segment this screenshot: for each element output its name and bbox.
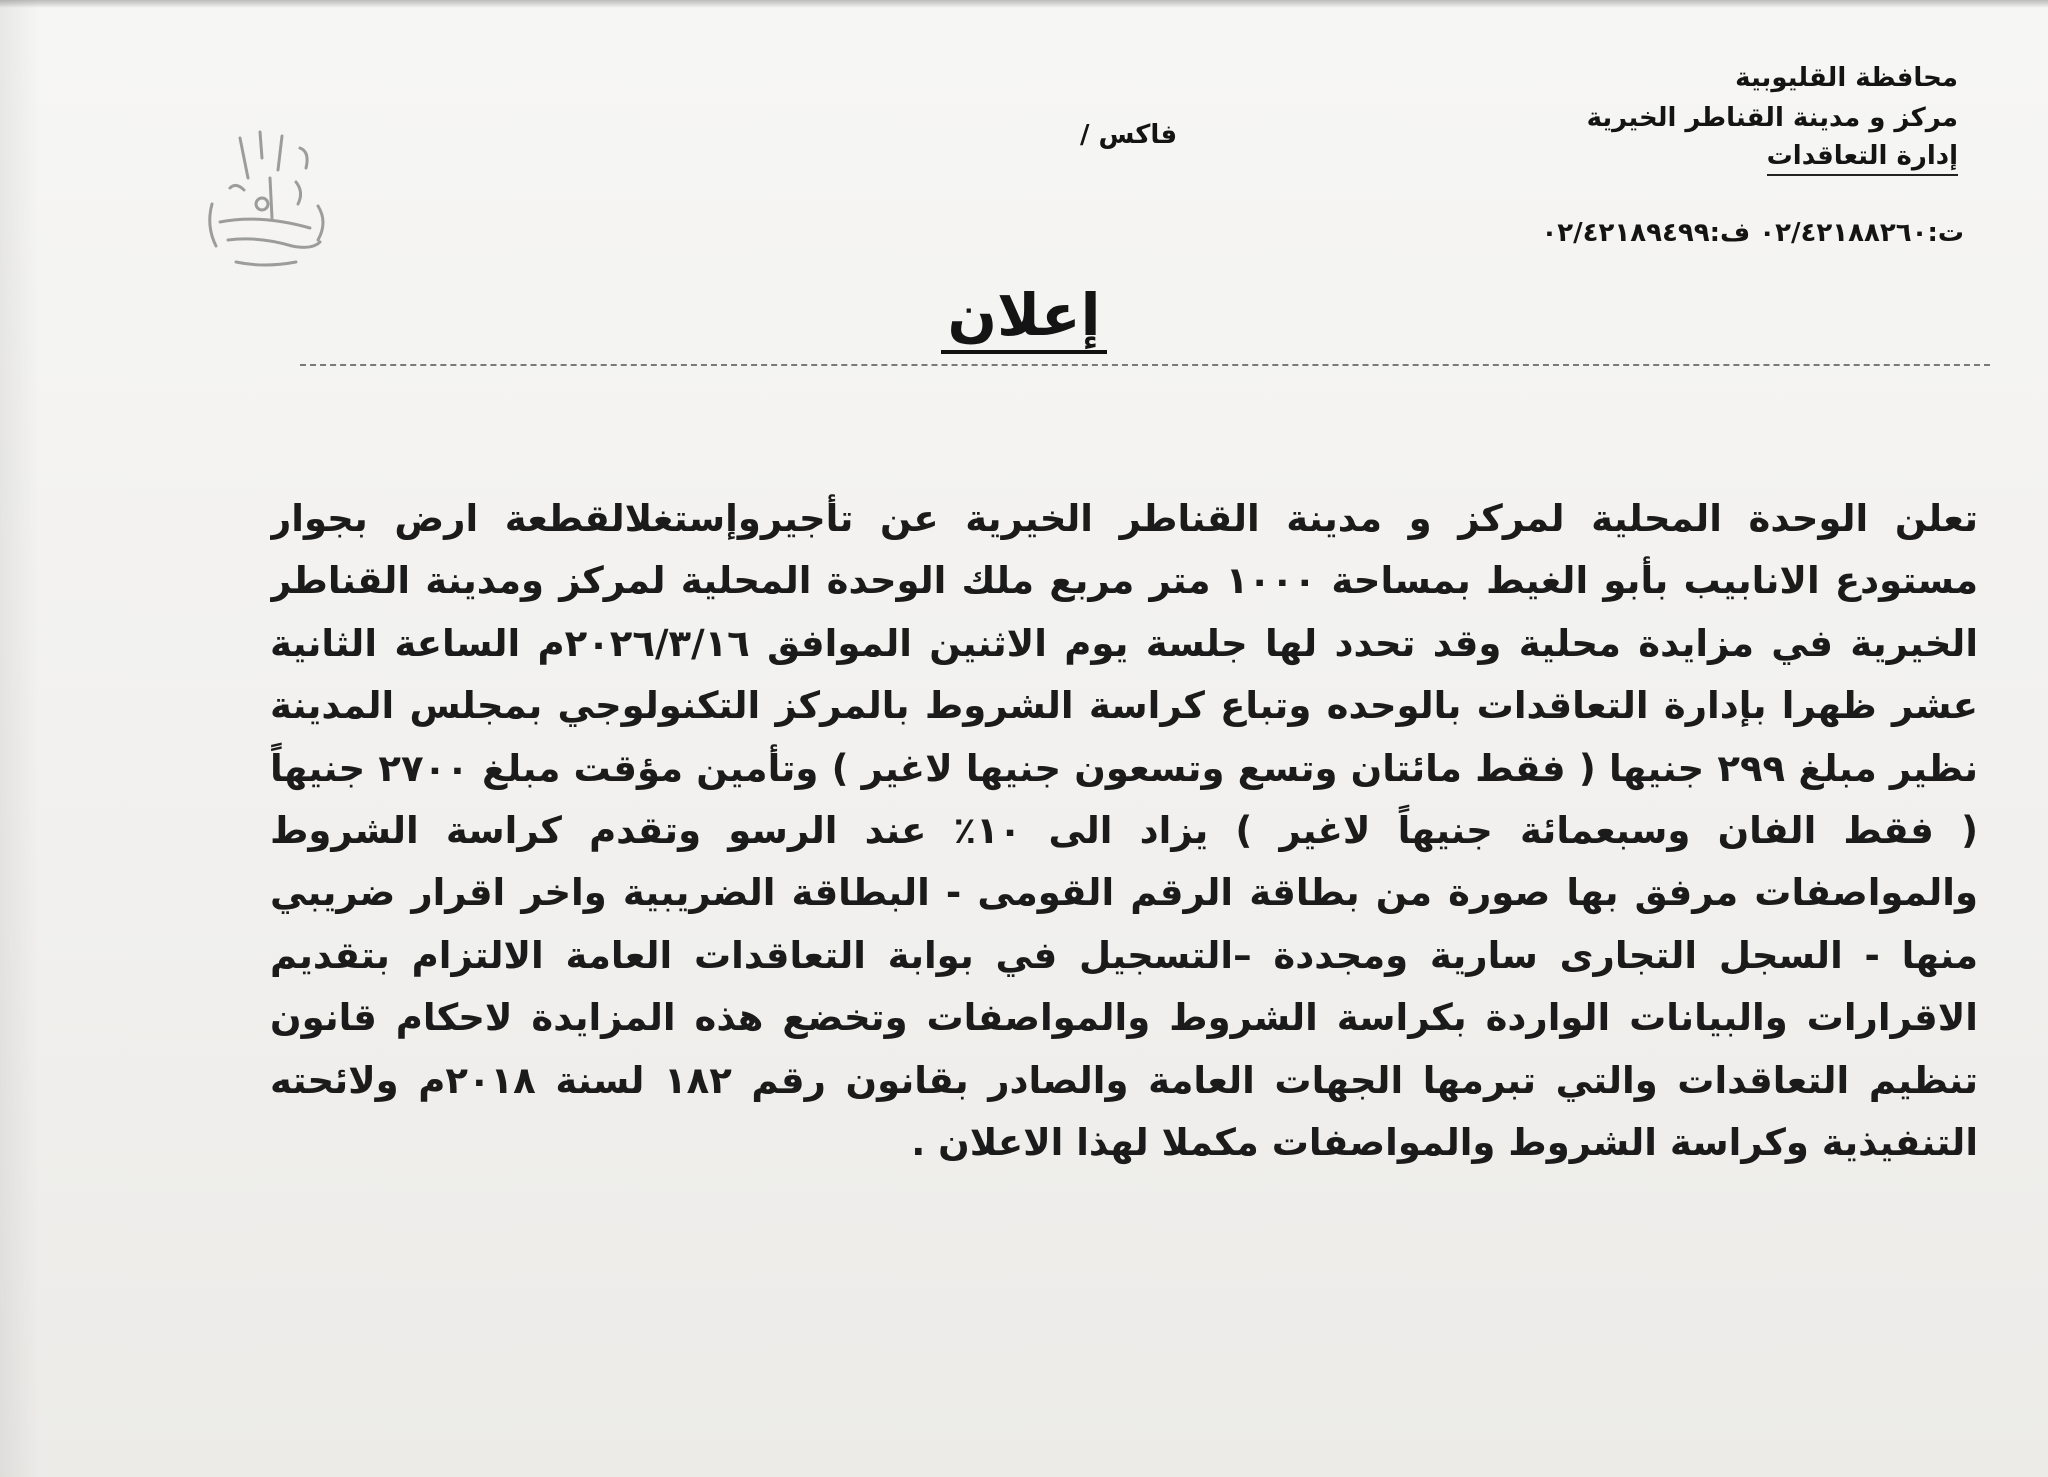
round-ink-stamp-icon (200, 118, 350, 288)
department-name: إدارة التعاقدات (1767, 138, 1958, 176)
governorate-name: محافظة القليوبية (1735, 63, 1958, 93)
separator-line (300, 364, 1990, 366)
announcement-body: تعلن الوحدة المحلية لمركز و مدينة القناطر الخيرية عن تأجيروإستغلالقطعة ارض بجوار مستودع الانابيب بأبو الغيط بمساحة ١٠٠٠ متر مربع ملك الوحدة المحلية لمركز ومدينة القناطر الخيرية في مزايدة محلية وقد تحدد لها جلسة يوم الاثنين الموافق ٢٠٢٦/٣/١٦م الساعة الثانية عشر ظهرا بإدارة التعاقدات بالوحده وتباع كراسة الشروط بالمركز التكنولوجي بمجلس المدينة نظير مبلغ ٢٩٩ جنيها ( فقط مائتان وتسع وتسعون جنيها لاغير ) وتأمين مؤقت مبلغ ٢٧٠٠ جنيهاً ( فقط الفان وسبعمائة جنيهاً لاغير ) يزاد الى ١٠٪ عند الرسو وتقدم كراسة الشروط والمواصفات مرفق بها صورة من بطاقة الرقم القومى - البطاقة الضريبية واخر اقرار ضريبي منها - السجل التجارى سارية ومجددة –التسجيل في بوابة التعاقدات العامة الالتزام بتقديم الاقرارات والبيانات الواردة بكراسة الشروط والمواصفات وتخضع هذه المزايدة لاحكام قانون تنظيم التعاقدات والتي تبرمها الجهات العامة والصادر بقانون رقم ١٨٢ لسنة ٢٠١٨م ولائحته التنفيذية وكراسة الشروط والمواصفات مكملا لهذا الاعلان . (270, 497, 1978, 1165)
phone-fax-numbers: ت:٠٢/٤٢١٨٨٢٦٠ ف:٠٢/٤٢١٨٩٤٩٩ (1541, 218, 1964, 248)
announcement-title-wrap (0, 280, 2048, 354)
scan-edge (0, 0, 2048, 8)
scan-shadow (0, 0, 40, 1477)
fax-label: فاكس / (1080, 120, 1178, 150)
city-council-name: مركز و مدينة القناطر الخيرية (1586, 103, 1958, 133)
letterhead (1438, 58, 1958, 176)
announcement-title: إعلان (941, 280, 1106, 354)
